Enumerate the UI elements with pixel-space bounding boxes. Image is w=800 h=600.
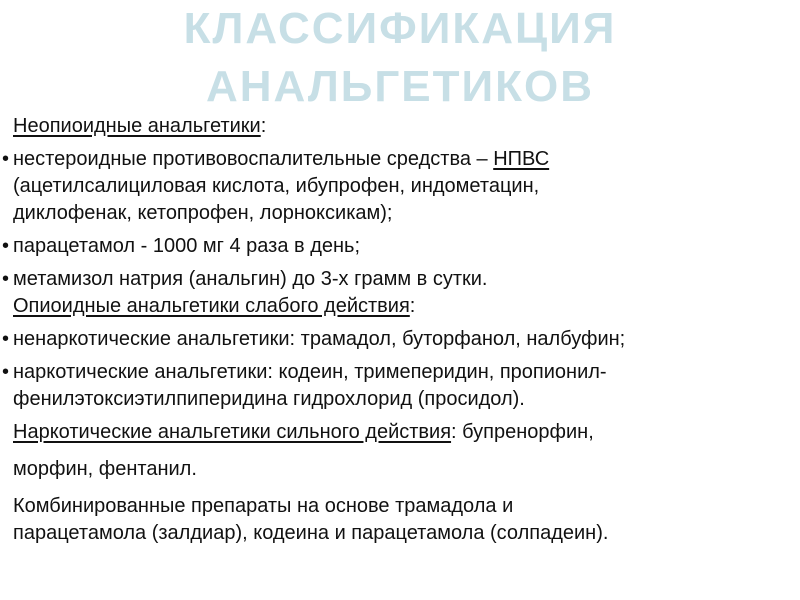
slide-body: [0, 113, 790, 547]
section-combined-line-2: парацетамола (залдиар), кодеина и парацетамола (солпадеин).: [13, 522, 609, 544]
slide-title: [0, 0, 800, 116]
list-item-narcotic: • наркотические анальгетики: кодеин, тримеперидин, пропионил-: [0, 359, 790, 386]
section-heading-strong-opioid: [0, 419, 790, 446]
section-text: : бупренорфин,: [451, 421, 594, 443]
section-heading-weak-opioid: [0, 293, 790, 320]
section-heading-text: Опиоидные анальгетики слабого действия: [13, 295, 410, 317]
list-item-non-narcotic: • ненаркотические анальгетики: трамадол, буторфанол, налбуфин;: [0, 326, 790, 353]
list-item-metamizole: • метамизол натрия (анальгин) до 3-х грамм в сутки.: [0, 266, 790, 293]
item-text: нестероидные противовоспалительные средства –: [13, 148, 494, 170]
heading-colon: :: [260, 115, 267, 137]
list-item-narcotic-continued: фенилэтоксиэтилпиперидина гидрохлорид (просидол).: [13, 388, 525, 410]
nsaid-abbreviation: НПВС: [493, 148, 550, 170]
section-heading-text: Наркотические анальгетики сильного действия: [13, 421, 452, 443]
title-line-1: КЛАССИФИКАЦИЯ: [183, 4, 617, 53]
section-text-strong-continued: морфин, фентанил.: [13, 458, 197, 480]
list-item-paracetamol: • парацетамол - 1000 мг 4 раза в день;: [0, 233, 790, 260]
list-item-nsaid-continued: (ацетилсалициловая кислота, ибупрофен, индометацин,: [13, 175, 540, 197]
section-combined-line-1: Комбинированные препараты на основе трамадола и: [13, 495, 514, 517]
list-item-nsaid-continued: диклофенак, кетопрофен, лорноксикам);: [13, 202, 393, 224]
title-line-2: АНАЛЬГЕТИКОВ: [205, 62, 594, 111]
list-item-nsaid: [0, 146, 790, 173]
heading-colon: :: [409, 295, 416, 317]
section-heading-text: Неопиоидные анальгетики: [13, 115, 261, 137]
section-heading-non-opioid: [0, 113, 790, 140]
